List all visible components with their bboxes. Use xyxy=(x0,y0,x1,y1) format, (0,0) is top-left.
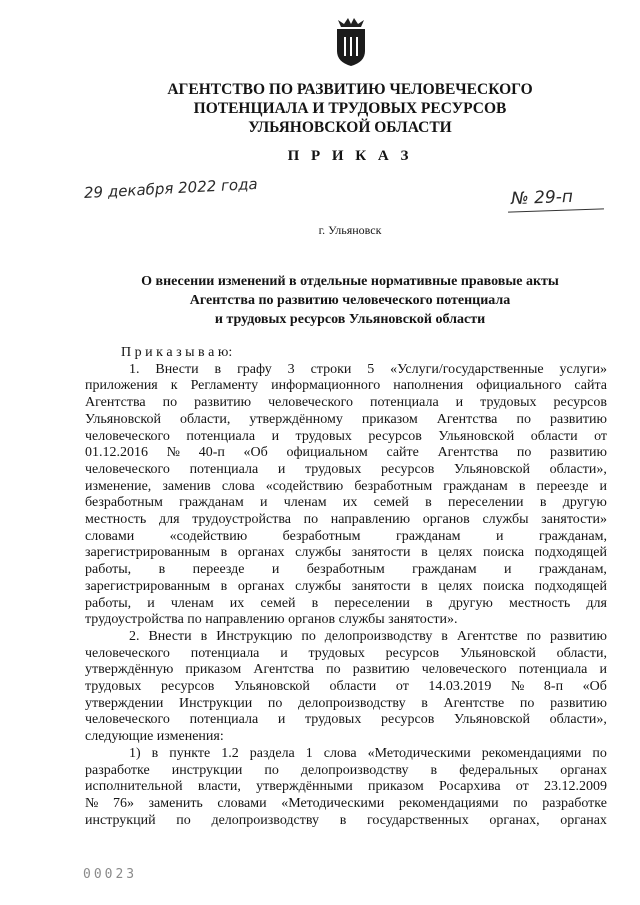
subject-line: Агентства по развитию человеческого потенциала xyxy=(189,293,511,308)
body-line: Ульяновской области, утверждённому приказом Агентства по развитию xyxy=(85,411,607,427)
body-line: словами «содействию безработным гражданам и гражданам, xyxy=(85,528,607,544)
body-line: зарегистрированным в органах службы занятости в целях поиска подходящей xyxy=(85,578,607,594)
body-line: приложения к Регламенту информационного наполнения официального сайта xyxy=(85,378,607,394)
agency-line: АГЕНТСТВО ПО РАЗВИТИЮ ЧЕЛОВЕЧЕСКОГО xyxy=(167,81,533,98)
agency-line: УЛЬЯНОВСКОЙ ОБЛАСТИ xyxy=(248,119,452,136)
body-line: утверждённую приказом Агентства по развитию человеческого потенциала и xyxy=(85,662,607,678)
body-line: 01.12.2016 № 40-п «Об официальном сайте Агентства по развитию xyxy=(85,445,607,461)
body-line: изменение, заменив слова «содействию безработным гражданам в переезде и xyxy=(85,478,607,494)
body-line: трудовых ресурсов Ульяновской области от 14.03.2019 № 8-п «Об xyxy=(85,679,607,695)
order-word: П р и к а з ы в а ю: xyxy=(121,345,233,360)
body-line: местность для трудоустройства по направлению органов службы занятости» xyxy=(85,512,607,528)
body-line: человеческого потенциала и трудовых ресурсов Ульяновской области», xyxy=(85,461,607,477)
subject-line: и трудовых ресурсов Ульяновской области xyxy=(214,312,486,327)
handwritten-date: 29 декабря 2022 года xyxy=(83,174,259,202)
city: г. Ульяновск xyxy=(318,223,382,237)
registration-stamp: 00023 xyxy=(83,867,138,882)
body-line: работы, и членам их семей в переселении в другую местность для xyxy=(85,595,607,611)
body-line: человеческого потенциала и трудовых ресурсов Ульяновской области», xyxy=(85,712,607,728)
number-underline xyxy=(508,208,604,212)
body-line: 1. Внести в графу 3 строки 5 «Услуги/государственные услуги» xyxy=(129,361,607,377)
body-line: безработным гражданам и членам их семей в переселении в другую xyxy=(85,495,607,511)
body-line: 1) в пункте 1.2 раздела 1 слова «Методическими рекомендациями по xyxy=(129,745,607,761)
body-line: утверждении Инструкции по делопроизводству в Агентстве по развитию xyxy=(85,695,607,711)
body-line: разработке инструкции по делопроизводству в федеральных органах xyxy=(85,762,607,778)
body-line: человеческого потенциала и трудовых ресурсов Ульяновской области от xyxy=(85,428,607,444)
agency-name xyxy=(150,80,550,137)
body-line: инструкций по делопроизводству в государственных органах, органах xyxy=(85,812,607,828)
subject-line: О внесении изменений в отдельные нормативные правовые акты xyxy=(141,274,559,289)
agency-line: ПОТЕНЦИАЛА И ТРУДОВЫХ РЕСУРСОВ xyxy=(193,100,507,117)
body-line: работы, в переезде и безработным гражданам и гражданам, xyxy=(85,562,607,578)
body-line: Агентства по развитию человеческого потенциала и трудовых ресурсов xyxy=(85,395,607,411)
document-body xyxy=(85,345,607,829)
body-line: № 76» заменить словами «Методическими рекомендациями по разработке xyxy=(85,795,607,811)
body-line: следующие изменения: xyxy=(85,729,224,745)
body-line: человеческого потенциала и трудовых ресурсов Ульяновской области, xyxy=(85,645,607,661)
body-line: зарегистрированным в органах службы занятости в целях поиска подходящей xyxy=(85,545,607,561)
body-line: 2. Внести в Инструкцию по делопроизводству в Агентстве по развитию xyxy=(129,628,607,644)
body-line: исполнительной власти, утверждёнными приказом Росархива от 23.12.2009 xyxy=(85,779,607,795)
document-type: П Р И К А З xyxy=(287,148,413,164)
document-subject xyxy=(100,272,600,329)
body-line: трудоустройства по направлению органов службы занятости». xyxy=(85,612,458,628)
coat-of-arms-icon xyxy=(333,17,369,67)
handwritten-number: № 29-п xyxy=(510,186,574,210)
